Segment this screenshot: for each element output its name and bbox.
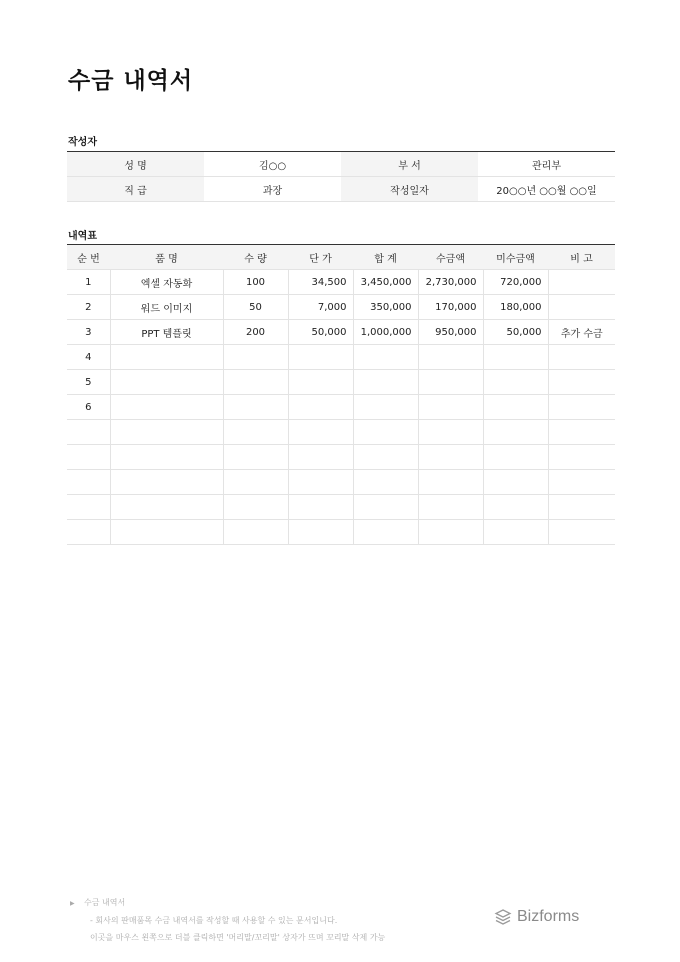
table-row (67, 445, 615, 470)
table-cell[interactable] (353, 520, 418, 545)
column-header: 품 명 (110, 245, 223, 270)
table-cell[interactable] (483, 420, 548, 445)
table-cell[interactable]: PPT 템플릿 (110, 320, 223, 345)
table-cell[interactable] (110, 470, 223, 495)
table-cell[interactable] (483, 495, 548, 520)
table-cell[interactable]: 워드 이미지 (110, 295, 223, 320)
table-cell[interactable] (418, 445, 483, 470)
table-cell[interactable] (353, 370, 418, 395)
table-cell[interactable]: 200 (223, 320, 288, 345)
table-cell[interactable] (548, 395, 615, 420)
writer-info-table (67, 151, 615, 202)
table-cell[interactable]: 1,000,000 (353, 320, 418, 345)
table-row (67, 270, 615, 295)
table-cell[interactable] (223, 520, 288, 545)
table-row (67, 295, 615, 320)
table-cell[interactable] (353, 470, 418, 495)
triangle-bullet-icon: ▶ (70, 900, 75, 907)
document-title: 수금 내역서 (68, 68, 194, 94)
table-cell[interactable]: 엑셀 자동화 (110, 270, 223, 295)
table-cell[interactable] (288, 520, 353, 545)
items-table (67, 244, 615, 545)
table-cell[interactable] (353, 395, 418, 420)
table-cell[interactable] (548, 370, 615, 395)
table-cell[interactable] (223, 470, 288, 495)
column-header: 순 번 (67, 245, 110, 270)
table-cell[interactable] (418, 495, 483, 520)
table-cell[interactable] (548, 295, 615, 320)
table-cell[interactable] (67, 520, 110, 545)
table-cell[interactable] (483, 370, 548, 395)
writer-info-row (67, 152, 615, 177)
table-cell[interactable] (548, 420, 615, 445)
table-cell[interactable] (288, 445, 353, 470)
items-section-label: 내역표 (68, 231, 97, 242)
table-row (67, 520, 615, 545)
table-cell[interactable]: 2,730,000 (418, 270, 483, 295)
table-cell[interactable] (418, 520, 483, 545)
table-cell[interactable] (353, 420, 418, 445)
table-cell[interactable] (110, 370, 223, 395)
table-cell[interactable]: 50,000 (483, 320, 548, 345)
table-cell[interactable]: 3,450,000 (353, 270, 418, 295)
table-cell[interactable] (223, 420, 288, 445)
table-cell[interactable]: 50,000 (288, 320, 353, 345)
column-header: 수금액 (418, 245, 483, 270)
layers-logo-icon (494, 908, 512, 926)
items-header-row (67, 245, 615, 270)
field-label: 직 급 (67, 177, 204, 202)
table-cell[interactable] (223, 445, 288, 470)
footer-note[interactable] (70, 894, 385, 946)
table-cell[interactable]: 1 (67, 270, 110, 295)
table-cell[interactable]: 50 (223, 295, 288, 320)
table-cell[interactable] (548, 270, 615, 295)
table-cell[interactable] (110, 395, 223, 420)
table-cell[interactable] (353, 495, 418, 520)
field-value[interactable]: 김○○ (204, 152, 341, 177)
field-value[interactable]: 과장 (204, 177, 341, 202)
field-label: 성 명 (67, 152, 204, 177)
table-cell[interactable]: 3 (67, 320, 110, 345)
table-cell[interactable] (288, 420, 353, 445)
table-cell[interactable] (288, 370, 353, 395)
field-label: 작성일자 (341, 177, 478, 202)
column-header: 미수금액 (483, 245, 548, 270)
table-cell[interactable] (223, 395, 288, 420)
footer-description: - 회사의 판매품목 수금 내역서를 작성할 때 사용할 수 있는 문서입니다. (90, 916, 338, 925)
table-cell[interactable] (110, 445, 223, 470)
table-cell[interactable] (418, 345, 483, 370)
table-cell[interactable] (483, 470, 548, 495)
writer-section-label: 작성자 (68, 137, 97, 148)
table-cell[interactable] (288, 495, 353, 520)
table-cell[interactable] (483, 345, 548, 370)
table-cell[interactable] (110, 495, 223, 520)
table-cell[interactable] (110, 420, 223, 445)
column-header: 비 고 (548, 245, 615, 270)
table-cell[interactable] (223, 370, 288, 395)
table-cell[interactable] (548, 445, 615, 470)
table-cell[interactable]: 5 (67, 370, 110, 395)
table-row (67, 420, 615, 445)
table-cell[interactable] (418, 370, 483, 395)
table-cell[interactable]: 180,000 (483, 295, 548, 320)
table-cell[interactable] (67, 495, 110, 520)
footer-instruction: 이곳을 마우스 왼쪽으로 더블 클릭하면 '머리말/꼬리말' 상자가 뜨며 꼬리말 삭제 가능 (90, 933, 386, 942)
table-row (67, 395, 615, 420)
table-cell[interactable] (548, 470, 615, 495)
table-cell[interactable] (67, 420, 110, 445)
table-cell[interactable] (418, 420, 483, 445)
table-row (67, 470, 615, 495)
table-row (67, 320, 615, 345)
table-cell[interactable] (483, 395, 548, 420)
table-cell[interactable] (353, 345, 418, 370)
footer-title: 수금 내역서 (84, 898, 126, 907)
table-cell[interactable]: 170,000 (418, 295, 483, 320)
table-cell[interactable] (288, 395, 353, 420)
table-cell[interactable] (483, 520, 548, 545)
table-cell[interactable]: 6 (67, 395, 110, 420)
table-cell[interactable] (223, 345, 288, 370)
table-cell[interactable]: 950,000 (418, 320, 483, 345)
table-cell[interactable] (353, 445, 418, 470)
field-value[interactable]: 20○○년 ○○월 ○○일 (478, 177, 615, 202)
logo-text: Bizforms (517, 908, 580, 925)
table-row (67, 370, 615, 395)
table-cell[interactable]: 2 (67, 295, 110, 320)
table-row (67, 345, 615, 370)
table-cell[interactable]: 4 (67, 345, 110, 370)
table-cell[interactable] (67, 470, 110, 495)
table-cell[interactable] (418, 470, 483, 495)
table-cell[interactable] (223, 495, 288, 520)
table-cell[interactable] (548, 495, 615, 520)
column-header: 합 계 (353, 245, 418, 270)
table-cell[interactable] (110, 520, 223, 545)
table-cell[interactable] (418, 395, 483, 420)
writer-info-row (67, 177, 615, 202)
table-cell[interactable]: 100 (223, 270, 288, 295)
table-cell[interactable] (548, 520, 615, 545)
field-value[interactable]: 관리부 (478, 152, 615, 177)
table-cell[interactable] (110, 345, 223, 370)
table-cell[interactable]: 7,000 (288, 295, 353, 320)
field-label: 부 서 (341, 152, 478, 177)
table-cell[interactable]: 34,500 (288, 270, 353, 295)
table-cell[interactable]: 720,000 (483, 270, 548, 295)
table-cell[interactable] (483, 445, 548, 470)
table-cell[interactable] (548, 345, 615, 370)
table-cell[interactable] (288, 345, 353, 370)
bizforms-logo (494, 908, 579, 926)
table-row (67, 495, 615, 520)
table-cell[interactable] (67, 445, 110, 470)
column-header: 수 량 (223, 245, 288, 270)
table-cell[interactable]: 350,000 (353, 295, 418, 320)
table-cell[interactable] (288, 470, 353, 495)
column-header: 단 가 (288, 245, 353, 270)
table-cell[interactable]: 추가 수금 (548, 320, 615, 345)
